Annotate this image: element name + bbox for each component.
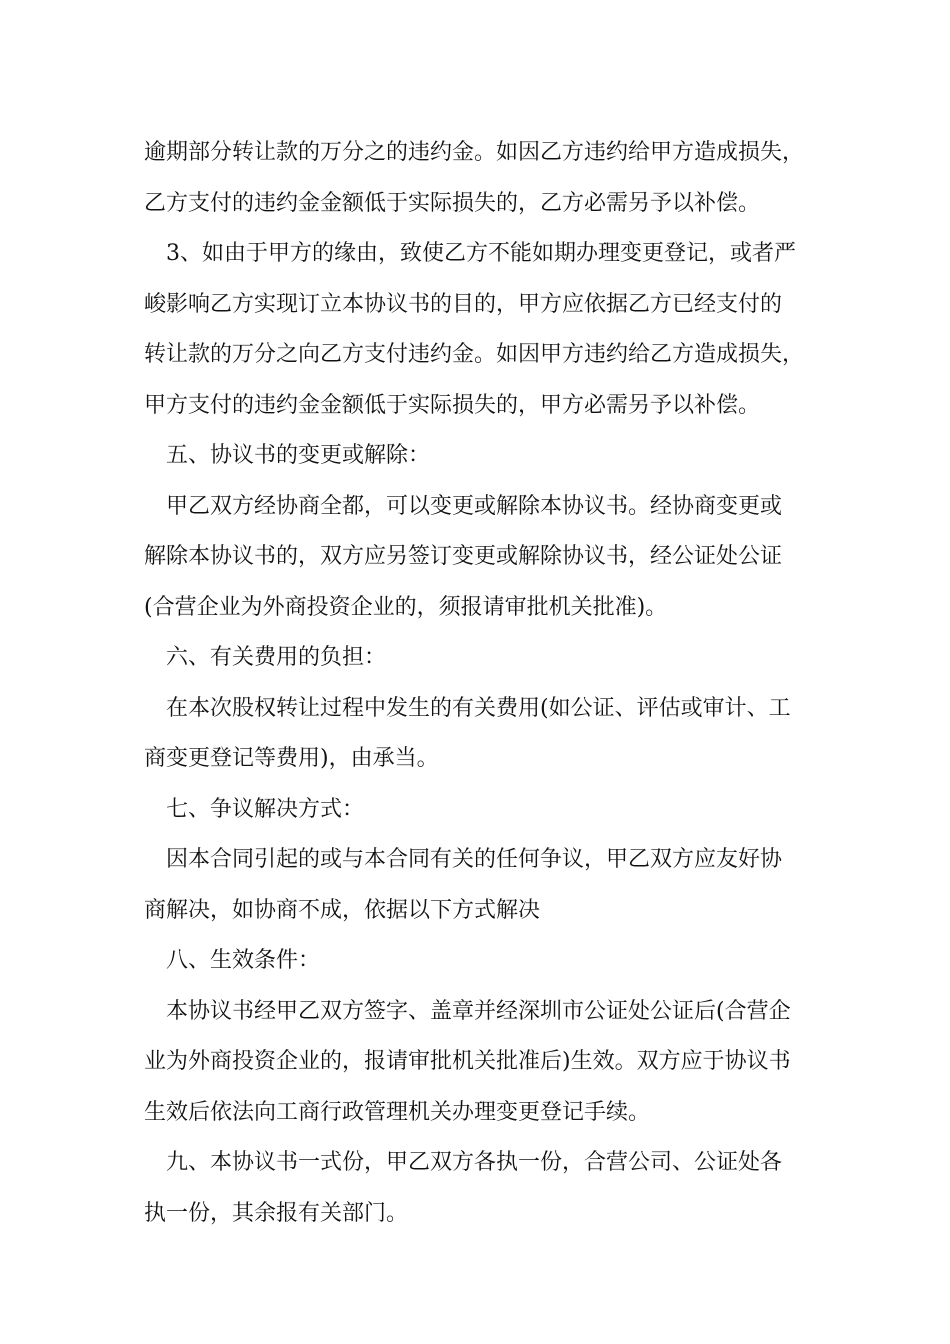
text-line: 六、有关费用的负担： — [166, 645, 387, 670]
text-line: 五、协议书的变更或解除： — [166, 443, 431, 468]
text-line: 因本合同引起的或与本合同有关的任何争议，甲乙双方应友好协 — [166, 847, 783, 872]
text-line: 业为外商投资企业的，报请审批机关批准后)生效。双方应于协议书 — [144, 1049, 791, 1074]
document-body — [144, 128, 816, 1239]
text-line: 峻影响乙方实现订立本协议书的目的，甲方应依据乙方已经支付的 — [144, 291, 783, 317]
text-line: 乙方支付的违约金金额低于实际损失的，乙方必需另予以补偿。 — [144, 190, 761, 216]
text-line: 在本次股权转让过程中发生的有关费用(如公证、评估或审计、工 — [166, 695, 791, 721]
text-line: 甲方支付的违约金金额低于实际损失的，甲方必需另予以补偿。 — [144, 392, 761, 418]
text-line: 转让款的万分之向乙方支付违约金。如因甲方违约给乙方造成损失， — [144, 342, 805, 367]
text-line: (合营企业为外商投资企业的，须报请审批机关批准)。 — [144, 594, 668, 620]
text-line: 甲乙双方经协商全都，可以变更或解除本协议书。经协商变更或 — [166, 493, 783, 519]
text-line: 七、争议解决方式： — [166, 796, 365, 822]
text-line: 商变更登记等费用)，由承当。 — [144, 746, 439, 771]
text-line: 3、如由于甲方的缘由，致使乙方不能如期办理变更登记，或者严 — [166, 241, 796, 266]
text-line: 九、本协议书一式份，甲乙双方各执一份，合营公司、公证处各 — [166, 1150, 783, 1175]
text-line: 执一份，其余报有关部门。 — [144, 1200, 409, 1226]
text-line: 本协议书经甲乙双方签字、盖章并经深圳市公证处公证后(合营企 — [166, 998, 791, 1024]
text-line: 生效后依法向工商行政管理机关办理变更登记手续。 — [144, 1099, 651, 1125]
text-line: 八、生效条件： — [166, 948, 321, 973]
text-line: 解除本协议书的，双方应另签订变更或解除协议书，经公证处公证 — [144, 544, 783, 569]
text-line: 逾期部分转让款的万分之的违约金。如因乙方违约给甲方造成损失， — [144, 140, 805, 165]
text-line: 商解决，如协商不成，依据以下方式解决 — [144, 897, 541, 923]
